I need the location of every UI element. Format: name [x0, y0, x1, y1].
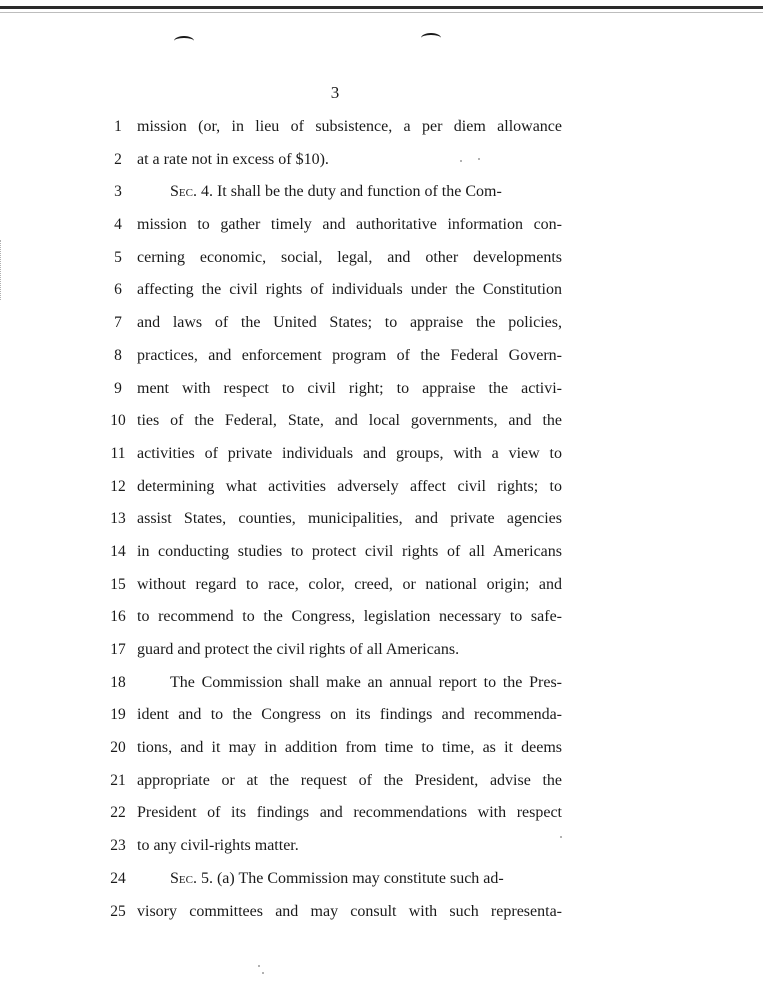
line-number: 16: [110, 608, 126, 626]
scan-speck: [258, 965, 260, 967]
line-text: affecting the civil rights of individuals under the Constitution: [137, 281, 562, 299]
section-label: Sec.: [170, 183, 197, 201]
section-heading-line: [170, 863, 562, 896]
line-number: 14: [110, 542, 126, 560]
line-number: 8: [114, 346, 122, 364]
text-line-13: [0, 503, 763, 536]
line-text: in conducting studies to protect civil rights of all Americans: [137, 542, 562, 560]
text-line-4: [0, 209, 763, 242]
text-line-25: [0, 896, 763, 929]
line-text: to recommend to the Congress, legislation necessary to safe-: [137, 608, 562, 626]
line-number: 19: [110, 706, 126, 724]
line-number: 24: [110, 869, 126, 887]
line-text: to any civil-rights matter.: [137, 837, 299, 855]
top-border-faint-rule: [0, 12, 763, 13]
text-line-21: [0, 765, 763, 798]
line-text: ties of the Federal, State, and local governments, and the: [137, 412, 562, 430]
text-line-2: [0, 144, 763, 177]
line-text: appropriate or at the request of the President, advise the: [137, 771, 562, 789]
text-line-15: [0, 569, 763, 602]
text-line-16: [0, 601, 763, 634]
line-number: 2: [114, 150, 122, 168]
text-line-14: [0, 536, 763, 569]
text-line-19: [0, 699, 763, 732]
text-line-23: [0, 830, 763, 863]
line-number: 11: [110, 444, 126, 462]
line-number: 10: [110, 412, 126, 430]
text-line-24: [0, 863, 763, 896]
text-line-18: [0, 667, 763, 700]
line-number: 7: [114, 314, 122, 332]
line-number: 25: [110, 902, 126, 920]
text-line-20: [0, 732, 763, 765]
line-text: determining what activities adversely affect civil rights; to: [137, 477, 562, 495]
text-line-7: [0, 307, 763, 340]
text-line-22: [0, 797, 763, 830]
section-label: Sec.: [170, 869, 197, 887]
line-number: 17: [110, 641, 126, 658]
line-text: tions, and it may in addition from time to time, as it deems: [137, 739, 562, 757]
printer-mark-right: [421, 33, 441, 43]
text-line-9: [0, 373, 763, 406]
line-text: ident and to the Congress on its findings and recommenda-: [137, 706, 562, 724]
line-text: assist States, counties, municipalities, and private agencies: [137, 510, 562, 528]
text-line-5: [0, 242, 763, 275]
line-text: The Commission shall make an annual report to the Pres-: [170, 673, 562, 691]
scan-speck: [560, 836, 562, 838]
line-text: and laws of the United States; to appraise the policies,: [137, 314, 562, 332]
text-line-3: [0, 176, 763, 209]
line-number: 15: [110, 575, 126, 593]
page-number: 3: [330, 83, 340, 102]
line-text: ment with respect to civil right; to appraise the activi-: [137, 379, 562, 397]
line-text: practices, and enforcement program of the Federal Govern-: [137, 346, 562, 364]
section-heading-line: [170, 176, 562, 209]
line-text: mission (or, in lieu of subsistence, a per diem allowance: [137, 118, 562, 135]
line-number: 18: [110, 673, 126, 691]
line-text: visory committees and may consult with such representa-: [137, 902, 562, 920]
line-number: 9: [114, 379, 122, 397]
line-number: 22: [110, 804, 126, 822]
line-number: 4: [114, 216, 122, 234]
text-line-11: [0, 438, 763, 471]
scan-speck: [262, 972, 264, 974]
printer-mark-left: [174, 36, 194, 46]
line-text: President of its findings and recommendations with respect: [137, 804, 562, 822]
text-line-8: [0, 340, 763, 373]
line-text: 5. (a) The Commission may constitute such ad-: [196, 869, 504, 887]
line-number: 12: [110, 477, 126, 495]
line-number: 23: [110, 837, 126, 855]
line-text: without regard to race, color, creed, or national origin; and: [137, 575, 562, 593]
text-line-6: [0, 274, 763, 307]
line-number: 20: [110, 739, 126, 757]
line-text: 4. It shall be the duty and function of the Com-: [196, 183, 502, 201]
text-line-17: [0, 634, 763, 667]
scan-speck: [460, 160, 462, 162]
text-line-10: [0, 405, 763, 438]
line-number: 6: [114, 281, 122, 299]
text-line-1: [0, 111, 763, 144]
document-body: [0, 111, 763, 928]
line-number: 5: [114, 248, 122, 266]
line-text: guard and protect the civil rights of all Americans.: [137, 641, 460, 658]
line-number: 21: [110, 771, 126, 789]
text-line-12: [0, 471, 763, 504]
line-text: cerning economic, social, legal, and other developments: [137, 248, 562, 266]
line-number: 1: [114, 118, 122, 135]
line-number: 3: [114, 183, 122, 201]
line-number: 13: [110, 510, 126, 528]
line-text: at a rate not in excess of $10).: [137, 150, 329, 168]
line-text: mission to gather timely and authoritative information con-: [137, 216, 562, 234]
top-border-rule: [0, 6, 763, 9]
scan-speck: [478, 158, 480, 160]
line-text: activities of private individuals and groups, with a view to: [137, 444, 562, 462]
